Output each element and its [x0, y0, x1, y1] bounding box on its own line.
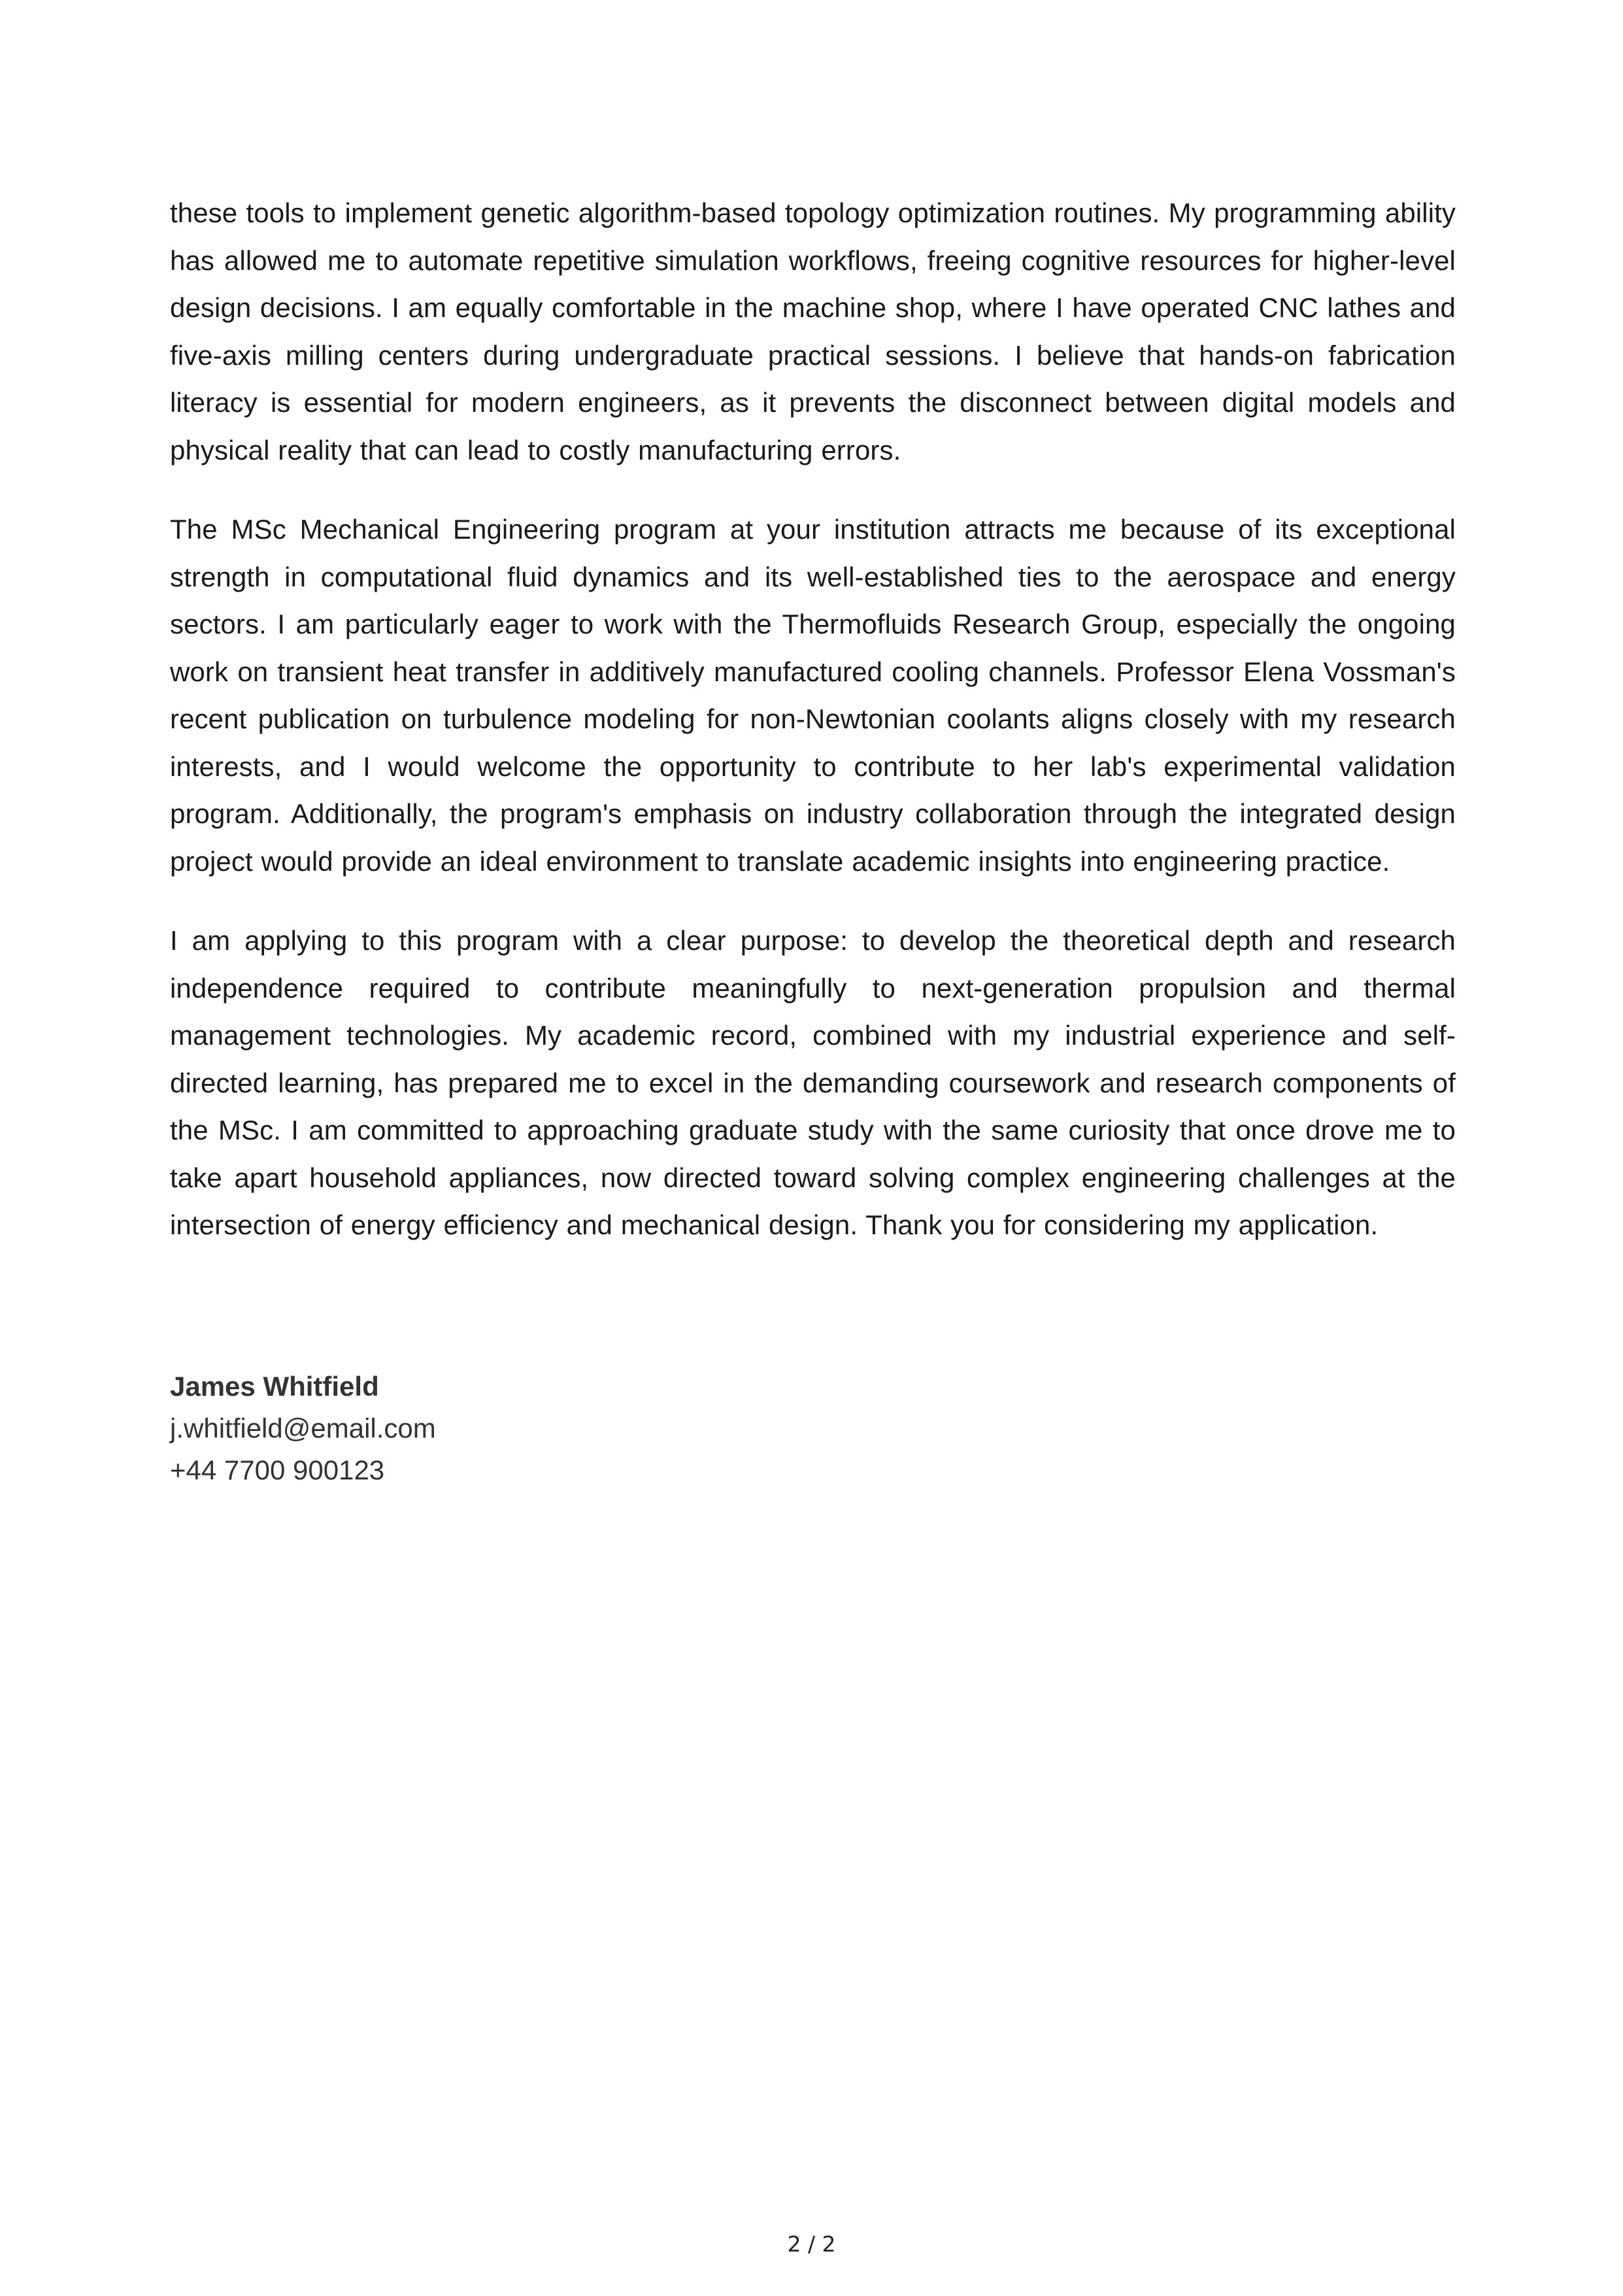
body-paragraph: I am applying to this program with a clear purpose: to develop the theoretical depth and research independence required to contribute meaningfully to next-generation propulsion and thermal management technologies. My academic record, combined with my industrial experience and self-directed learning, has prepared me to excel in the demanding coursework and research components of the MSc. I am committed to approaching graduate study with the same curiosity that once drove me to take apart household appliances, now directed toward solving complex engineering challenges at the intersection of energy efficiency and mechanical design. Thank you for considering my application. — [170, 925, 1456, 1240]
signature-block — [170, 1366, 1456, 1491]
page-number: 2 / 2 — [787, 2231, 836, 2257]
signature-phone: +44 7700 900123 — [170, 1454, 385, 1485]
body-paragraph: these tools to implement genetic algorithm-based topology optimization routines. My programming ability has allowed me to automate repetitive simulation workflows, freeing cognitive resources for higher-level design decisions. I am equally comfortable in the machine shop, where I have operated CNC lathes and five-axis milling centers during undergraduate practical sessions. I believe that hands-on fabrication literacy is essential for modern engineers, as it prevents the disconnect between digital models and physical reality that can lead to costly manufacturing errors. — [170, 197, 1456, 465]
body-paragraph: The MSc Mechanical Engineering program at your institution attracts me because of its exceptional strength in computational fluid dynamics and its well-established ties to the aerospace and energy sectors. I am particularly eager to work with the Thermofluids Research Group, especially the ongoing work on transient heat transfer in additively manufactured cooling channels. Professor Elena Vossman's recent publication on turbulence modeling for non-Newtonian coolants aligns closely with my research interests, and I would welcome the opportunity to contribute to her lab's experimental validation program. Additionally, the program's emphasis on industry collaboration through the integrated design project would provide an ideal environment to translate academic insights into engineering practice. — [170, 514, 1456, 877]
signature-email: j.whitfield@email.com — [170, 1412, 436, 1443]
document-body — [170, 190, 1456, 1491]
signature-name: James Whitfield — [170, 1370, 379, 1402]
